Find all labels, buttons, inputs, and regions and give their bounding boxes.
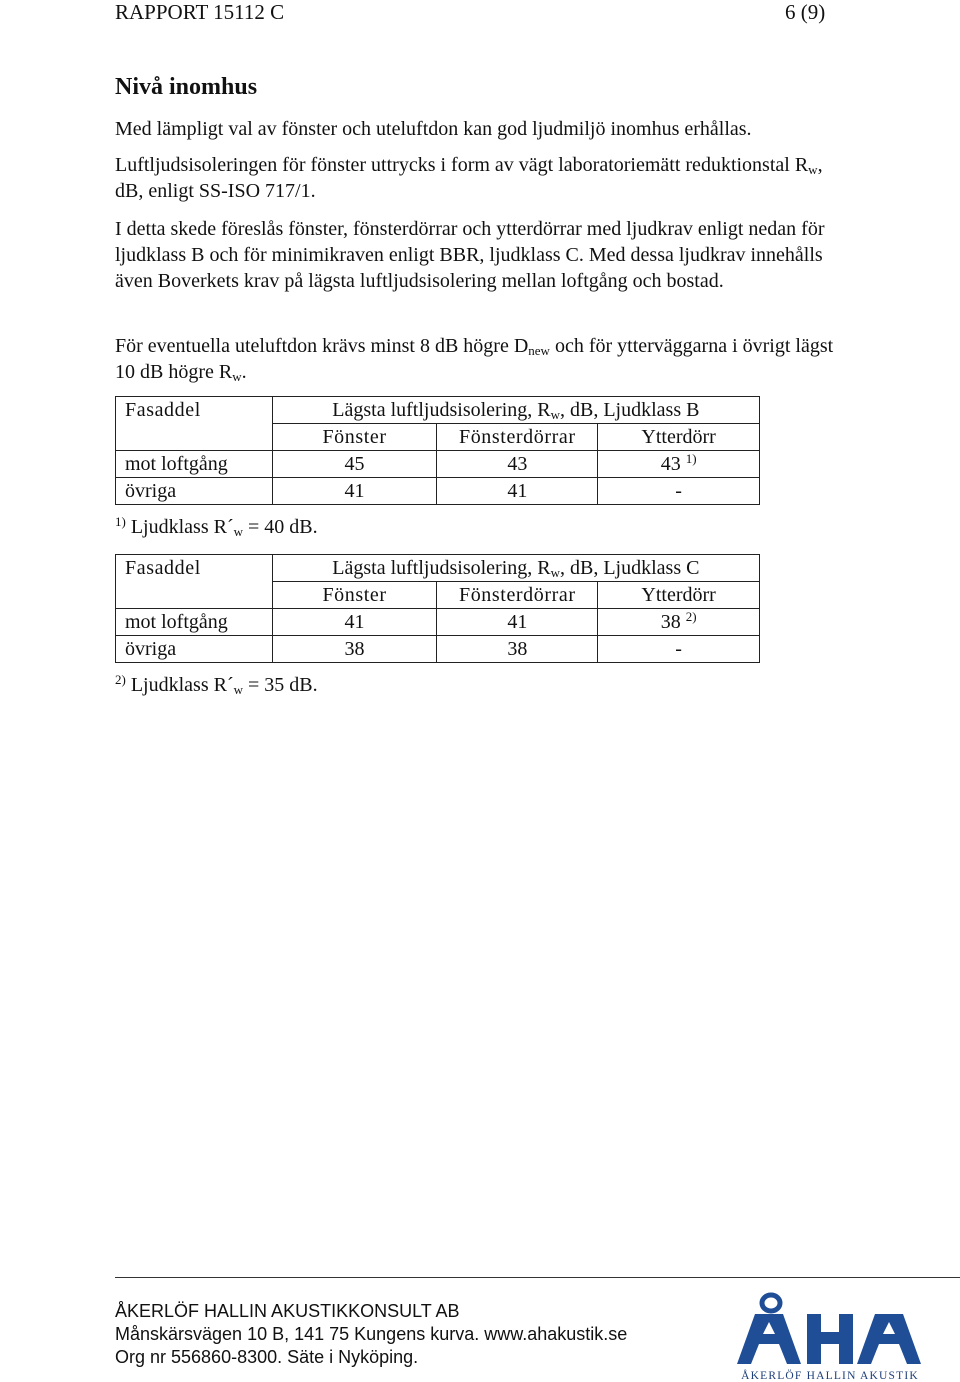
empty-cell <box>116 424 273 451</box>
cell-fonster: 38 <box>272 636 437 663</box>
column-header-fonsterdorrar: Fönsterdörrar <box>437 582 598 609</box>
cell-fonsterdorrar: 41 <box>437 609 598 636</box>
table-subheader-row <box>116 424 760 451</box>
cell-ytterdorr: - <box>598 478 760 505</box>
table-ljudklass-b <box>115 396 760 505</box>
aha-logo <box>735 1292 925 1382</box>
paragraph-2: Luftljudsisoleringen för fönster uttrycks i form av vägt laboratoriemätt reduktionstal $R_w$, dB, enligt SS-ISO 717/1. <box>115 154 823 202</box>
cell-fonsterdorrar: 38 <box>437 636 598 663</box>
company-name: ÅKERLÖF HALLIN AKUSTIKKONSULT AB <box>115 1301 460 1321</box>
paragraph-4: För eventuella uteluftdon krävs minst 8 dB högre $D_{new}$ och för ytterväggarna i övrigt lägst 10 dB högre $R_w$. <box>115 335 834 384</box>
table-row <box>116 478 760 505</box>
row-label: mot loftgång <box>116 609 273 636</box>
cell-fonster: 45 <box>272 451 437 478</box>
logo-letter-a-right <box>857 1314 921 1364</box>
column-header-fasaddel: Fasaddel <box>116 397 273 424</box>
table-row <box>116 451 760 478</box>
company-org: Org nr 556860-8300. Säte i Nyköping. <box>115 1347 419 1367</box>
column-header-fonsterdorrar: Fönsterdörrar <box>437 424 598 451</box>
table-row <box>116 636 760 663</box>
logo-letter-h <box>807 1314 853 1364</box>
table-header-row <box>116 555 760 582</box>
report-number: RAPPORT 15112 C <box>115 0 285 24</box>
table-subheader-row <box>116 582 760 609</box>
column-header-ytterdorr: Ytterdörr <box>598 582 760 609</box>
row-label: övriga <box>116 636 273 663</box>
row-label: övriga <box>116 478 273 505</box>
table-title: Lägsta luftljudsisolering, $R_w$, dB, Ljudklass C <box>272 555 759 582</box>
column-header-fasaddel: Fasaddel <box>116 555 273 582</box>
paragraph-3: I detta skede föreslås fönster, fönsterdörrar och ytterdörrar med ljudkrav enligt nedan för ljudklass B och för minimikraven enligt BBR, ljudklass C. Med dessa ljudkrav innehålls även Boverkets krav på lägsta luftljudsisolering mellan loftgång och bostad. <box>115 218 825 292</box>
column-header-fonster: Fönster <box>272 424 437 451</box>
logo-letter-a-left <box>737 1314 801 1364</box>
cell-ytterdorr: 38 $^{2)}$ <box>598 609 760 636</box>
table-ljudklass-c <box>115 554 760 663</box>
page-number: 6 (9) <box>785 0 826 24</box>
footer-divider <box>115 1277 960 1278</box>
cell-fonster: 41 <box>272 609 437 636</box>
logo-text: ÅKERLÖF HALLIN AKUSTIK <box>741 1370 919 1382</box>
table-title: Lägsta luftljudsisolering, $R_w$, dB, Ljudklass B <box>272 397 759 424</box>
footnote-1: $^{1)}$ Ljudklass $R´_w = 40$ dB. <box>115 514 318 539</box>
table-row <box>116 609 760 636</box>
paragraph-1: Med lämpligt val av fönster och uteluftdon kan god ljudmiljö inomhus erhållas. <box>115 118 752 140</box>
empty-cell <box>116 582 273 609</box>
cell-ytterdorr: 43 $^{1)}$ <box>598 451 760 478</box>
company-address: Månskärsvägen 10 B, 141 75 Kungens kurva. www.ahakustik.se <box>115 1324 628 1344</box>
footnote-2: $^{2)}$ Ljudklass $R´_w = 35$ dB. <box>115 672 318 697</box>
cell-fonsterdorrar: 41 <box>437 478 598 505</box>
column-header-ytterdorr: Ytterdörr <box>598 424 760 451</box>
column-header-fonster: Fönster <box>272 582 437 609</box>
table-header-row <box>116 397 760 424</box>
logo-ring <box>762 1295 780 1311</box>
row-label: mot loftgång <box>116 451 273 478</box>
section-heading: Nivå inomhus <box>115 74 258 100</box>
cell-fonsterdorrar: 43 <box>437 451 598 478</box>
cell-fonster: 41 <box>272 478 437 505</box>
cell-ytterdorr: - <box>598 636 760 663</box>
